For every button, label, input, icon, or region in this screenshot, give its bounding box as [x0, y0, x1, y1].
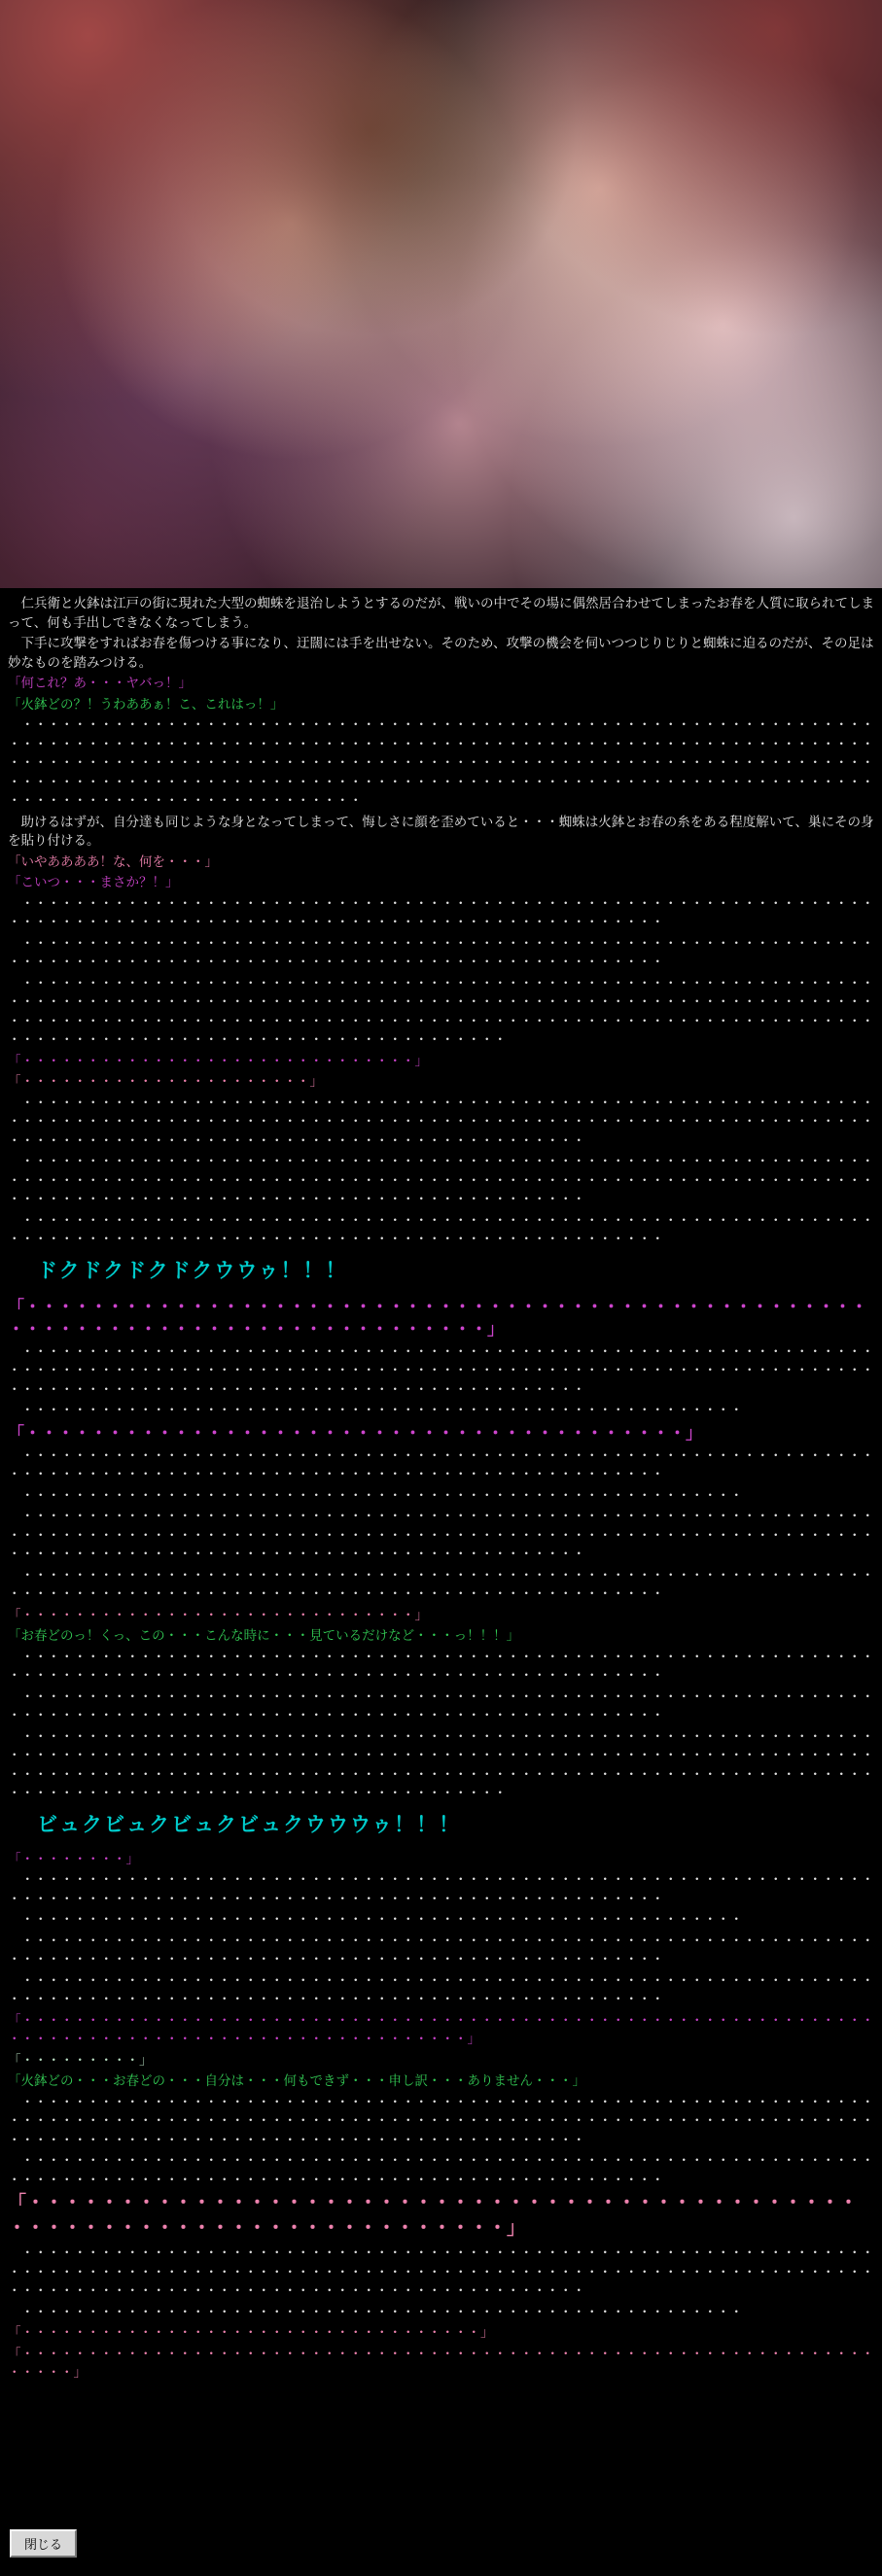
- story-paragraph: 「・・・・・・・・・・・・・・・・・・・・・・・・・・・・・・」: [8, 1053, 428, 1068]
- story-paragraph: ・・・・・・・・・・・・・・・・・・・・・・・・・・・・・・・・・・・・・・・・・・・・・・・・・・・・・・・・・・・・・・・・・・・・・・・・・・・・・・・・・・・・・・・・・・・・・・・・・・・・・・・・・・・・・・・・・・・・・・・・・・・・・・・・・・・・・・・・・・・・・・・・・・・・・・・・・・・・・・・・・・・・・・・・・・・・・・・・・・・・・・・・・・・・・・・・・・・・・・・・・・・・・・・・・・・・・・・・・・・・・・・・・・・・・・・・・・・・・・・・・・・・・・・・・・・・・・・・・・・・・・・・・・・・・・・・・・・・・・・・・・・・・・・・・・: [8, 717, 874, 808]
- story-paragraph: ・・・・・・・・・・・・・・・・・・・・・・・・・・・・・・・・・・・・・・・・・・・・・・・・・・・・・・・・・・・・・・・・・・・・・・・・・・・・・・・・・・・・・・・・・・・・・・・・・・・・・・・・・・・・・・・・・・・・・・・・・・・・・・・・・・・・・・・・・・・・・・・・・・・・・・・・・・・・・・・・・・・・・・・・・・・・・・・: [8, 2094, 874, 2147]
- story-text: [0, 588, 882, 2385]
- story-paragraph: 「・・・・・・・・・・・・・・・・・・・・・・・・・・・・・・・・・・・・・・・・・・・・・・・・・・・・・・・・・・・・・・・・・・・・・・・・・・・・・・・・・・・・・・・・・・・・・・・・・・・・」: [8, 2012, 874, 2046]
- story-paragraph: ・・・・・・・・・・・・・・・・・・・・・・・・・・・・・・・・・・・・・・・・・・・・・・・・・・・・・・・・・・・・・・・・・・・・・・・・・・・・・・・・・・・・・・・・・・・・・・・・・・・・・・・・・・・・・・・・・・・: [8, 1447, 874, 1481]
- story-paragraph: ・・・・・・・・・・・・・・・・・・・・・・・・・・・・・・・・・・・・・・・・・・・・・・・・・・・・・・・: [8, 1912, 743, 1927]
- story-paragraph: ・・・・・・・・・・・・・・・・・・・・・・・・・・・・・・・・・・・・・・・・・・・・・・・・・・・・・・・・・・・・・・・・・・・・・・・・・・・・・・・・・・・・・・・・・・・・・・・・・・・・・・・・・・・・・・・・・・・: [8, 1688, 874, 1723]
- story-paragraph: ・・・・・・・・・・・・・・・・・・・・・・・・・・・・・・・・・・・・・・・・・・・・・・・・・・・・・・・: [8, 2304, 743, 2319]
- story-paragraph: ・・・・・・・・・・・・・・・・・・・・・・・・・・・・・・・・・・・・・・・・・・・・・・・・・・・・・・・・・・・・・・・・・・・・・・・・・・・・・・・・・・・・・・・・・・・・・・・・・・・・・・・・・・・・・・・・・・・: [8, 1872, 874, 1906]
- story-paragraph: ビュクビュクビュクビュクウウウゥ！！！: [37, 1813, 462, 1836]
- story-paragraph: 「・・・・・・・・」: [8, 1851, 139, 1866]
- story-paragraph: 「こいつ・・・まさか？！」: [8, 875, 179, 889]
- story-paragraph: ・・・・・・・・・・・・・・・・・・・・・・・・・・・・・・・・・・・・・・・・・・・・・・・・・・・・・・・・・・・・・・・・・・・・・・・・・・・・・・・・・・・・・・・・・・・・・・・・・・・・・・・・・・・・・・・・・・・: [8, 1212, 874, 1246]
- story-paragraph: ・・・・・・・・・・・・・・・・・・・・・・・・・・・・・・・・・・・・・・・・・・・・・・・・・・・・・・・・・・・・・・・・・・・・・・・・・・・・・・・・・・・・・・・・・・・・・・・・・・・・・・・・・・・・・・・・・・・: [8, 1567, 874, 1601]
- story-paragraph: 「火鉢どの？！うわああぁ！こ、これはっ！」: [8, 696, 284, 712]
- story-paragraph: ・・・・・・・・・・・・・・・・・・・・・・・・・・・・・・・・・・・・・・・・・・・・・・・・・・・・・・・・・・・・・・・・・・・・・・・・・・・・・・・・・・・・・・・・・・・・・・・・・・・・・・・・・・・・・・・・・・・・・・・・・・・・・・・・・・・・・・・・・・・・・・・・・・・・・・・・・・・・・・・・・・・・・・・・・・・・・・・・・・・・・・・・・・・・・・・・・・・・・・・・・・・・・・・・・・・・・・・・・・・・・・・・・・・・・・・・・・・: [8, 975, 874, 1047]
- story-paragraph: ドクドクドクドクウウゥ！！！: [37, 1259, 348, 1282]
- close-button[interactable]: 閉じる: [10, 2529, 77, 2558]
- story-paragraph: ・・・・・・・・・・・・・・・・・・・・・・・・・・・・・・・・・・・・・・・・・・・・・・・・・・・・・・・・・・・・・・・・・・・・・・・・・・・・・・・・・・・・・・・・・・・・・・・・・・・・・・・・・・・・・・・・・・・: [8, 935, 874, 969]
- story-paragraph: 助けるはずが、自分達も同じような身となってしまって、悔しさに顔を歪めていると・・・蜘蛛は火鉢とお春の糸をある程度解いて、巣にその身を貼り付ける。: [8, 814, 874, 848]
- story-paragraph: ・・・・・・・・・・・・・・・・・・・・・・・・・・・・・・・・・・・・・・・・・・・・・・・・・・・・・・・・・・・・・・・・・・・・・・・・・・・・・・・・・・・・・・・・・・・・・・・・・・・・・・・・・・・・・・・・・・・・・・・・・・・・・・・・・・・・・・・・・・・・・・・・・・・・・・・・・・・・・・・・・・・・・・・・・・・・・・・: [8, 1095, 874, 1148]
- story-paragraph: ・・・・・・・・・・・・・・・・・・・・・・・・・・・・・・・・・・・・・・・・・・・・・・・・・・・・・・・・・・・・・・・・・・・・・・・・・・・・・・・・・・・・・・・・・・・・・・・・・・・・・・・・・・・・・・・・・・・・・・・・・・・・・・・・・・・・・・・・・・・・・・・・・・・・・・・・・・・・・・・・・・・・・・・・・・・・・・・・・・・・・・・・・・・・・・・・・・・・・・・・・・・・・・・・・・・・・・・・・・・・・・・・・・・・・・・・・・・: [8, 1728, 874, 1800]
- story-paragraph: ・・・・・・・・・・・・・・・・・・・・・・・・・・・・・・・・・・・・・・・・・・・・・・・・・・・・・・・・・・・・・・・・・・・・・・・・・・・・・・・・・・・・・・・・・・・・・・・・・・・・・・・・・・・・・・・・・・・・・・・・・・・・・・・・・・・・・・・・・・・・・・・・・・・・・・・・・・・・・・・・・・・・・・・・・・・・・・・: [8, 2245, 874, 2298]
- story-paragraph: ・・・・・・・・・・・・・・・・・・・・・・・・・・・・・・・・・・・・・・・・・・・・・・・・・・・・・・・・・・・・・・・・・・・・・・・・・・・・・・・・・・・・・・・・・・・・・・・・・・・・・・・・・・・・・・・・・・・: [8, 1972, 874, 2006]
- story-paragraph: ・・・・・・・・・・・・・・・・・・・・・・・・・・・・・・・・・・・・・・・・・・・・・・・・・・・・・・・・・・・・・・・・・・・・・・・・・・・・・・・・・・・・・・・・・・・・・・・・・・・・・・・・・・・・・・・・・・・・・・・・・・・・・・・・・・・・・・・・・・・・・・・・・・・・・・・・・・・・・・・・・・・・・・・・・・・・・・・: [8, 1509, 874, 1561]
- story-paragraph: 仁兵衛と火鉢は江戸の街に現れた大型の蜘蛛を退治しようとするのだが、戦いの中でその場に偶然居合わせてしまったお春を人質に取られてしまって、何も手出しできなくなってしまう。: [8, 596, 874, 630]
- story-paragraph: 「・・・・・・・・・・・・・・・・・・・・・・・・・・・・・・・・・・・」: [8, 2325, 494, 2340]
- story-paragraph: 「火鉢どの・・・お春どの・・・自分は・・・何もできず・・・申し訳・・・ありません・・・」: [8, 2073, 585, 2088]
- story-paragraph: ・・・・・・・・・・・・・・・・・・・・・・・・・・・・・・・・・・・・・・・・・・・・・・・・・・・・・・・: [8, 1403, 743, 1417]
- story-paragraph: ・・・・・・・・・・・・・・・・・・・・・・・・・・・・・・・・・・・・・・・・・・・・・・・・・・・・・・・・・・・・・・・・・・・・・・・・・・・・・・・・・・・・・・・・・・・・・・・・・・・・・・・・・・・・・・・・・・・: [8, 895, 874, 929]
- story-paragraph: 「お春どのっ！くっ、この・・・こんな時に・・・見ているだけなど・・・っ！！！」: [8, 1628, 520, 1643]
- story-paragraph: 「いやああああ！な、何を・・・」: [8, 853, 218, 869]
- story-paragraph: ・・・・・・・・・・・・・・・・・・・・・・・・・・・・・・・・・・・・・・・・・・・・・・・・・・・・・・・・・・・・・・・・・・・・・・・・・・・・・・・・・・・・・・・・・・・・・・・・・・・・・・・・・・・・・・・・・・・: [8, 1932, 874, 1967]
- story-paragraph: 「・・・・・・・・・・・・・・・・・・・・・・・・・・・・・・・・・・・・・・・・・・・・・・・・・・・・・・・・・・・・・・・・・・・・・・・・」: [8, 2193, 859, 2239]
- story-paragraph: 「・・・・・・・・・」: [8, 2052, 153, 2068]
- story-paragraph: 下手に攻撃をすればお春を傷つける事になり、迂闊には手を出せない。そのため、攻撃の機会を伺いつつじりじりと蜘蛛に迫るのだが、その足は妙なものを踏みつける。: [8, 636, 874, 670]
- story-paragraph: 「・・・・・・・・・・・・・・・・・・・・・・・・・・・・・・・・・・・・・・・・・・・・・・・・・・・・・・・・・・・・・・・・・・・・・・・・・・・・・・・・」: [8, 1297, 867, 1339]
- story-paragraph: 「・・・・・・・・・・・・・・・・・・・・・・・・・・・・・・・・・・・・・・・・」: [8, 1423, 702, 1443]
- story-paragraph: ・・・・・・・・・・・・・・・・・・・・・・・・・・・・・・・・・・・・・・・・・・・・・・・・・・・・・・・・・・・・・・・・・・・・・・・・・・・・・・・・・・・・・・・・・・・・・・・・・・・・・・・・・・・・・・・・・・・・・・・・・・・・・・・・・・・・・・・・・・・・・・・・・・・・・・・・・・・・・・・・・・・・・・・・・・・・・・・: [8, 1343, 874, 1397]
- story-paragraph: ・・・・・・・・・・・・・・・・・・・・・・・・・・・・・・・・・・・・・・・・・・・・・・・・・・・・・・・・・・・・・・・・・・・・・・・・・・・・・・・・・・・・・・・・・・・・・・・・・・・・・・・・・・・・・・・・・・・: [8, 1649, 874, 1683]
- story-paragraph: 「・・・・・・・・・・・・・・・・・・・・・・・・・・・・・・」: [8, 1607, 428, 1622]
- story-paragraph: ・・・・・・・・・・・・・・・・・・・・・・・・・・・・・・・・・・・・・・・・・・・・・・・・・・・・・・・: [8, 1487, 743, 1503]
- story-paragraph: ・・・・・・・・・・・・・・・・・・・・・・・・・・・・・・・・・・・・・・・・・・・・・・・・・・・・・・・・・・・・・・・・・・・・・・・・・・・・・・・・・・・・・・・・・・・・・・・・・・・・・・・・・・・・・・・・・・・: [8, 2153, 874, 2187]
- scene-artwork-image: [0, 0, 882, 588]
- story-paragraph: 「・・・・・・・・・・・・・・・・・・・・・・」: [8, 1074, 323, 1089]
- story-paragraph: 「・・・・・・・・・・・・・・・・・・・・・・・・・・・・・・・・・・・・・・・・・・・・・・・・・・・・・・・・・・・・・・・・・・・・・・」: [8, 2346, 874, 2380]
- story-paragraph: 「何これ？あ・・・ヤバっ！」: [8, 676, 192, 690]
- story-paragraph: ・・・・・・・・・・・・・・・・・・・・・・・・・・・・・・・・・・・・・・・・・・・・・・・・・・・・・・・・・・・・・・・・・・・・・・・・・・・・・・・・・・・・・・・・・・・・・・・・・・・・・・・・・・・・・・・・・・・・・・・・・・・・・・・・・・・・・・・・・・・・・・・・・・・・・・・・・・・・・・・・・・・・・・・・・・・・・・・: [8, 1154, 874, 1206]
